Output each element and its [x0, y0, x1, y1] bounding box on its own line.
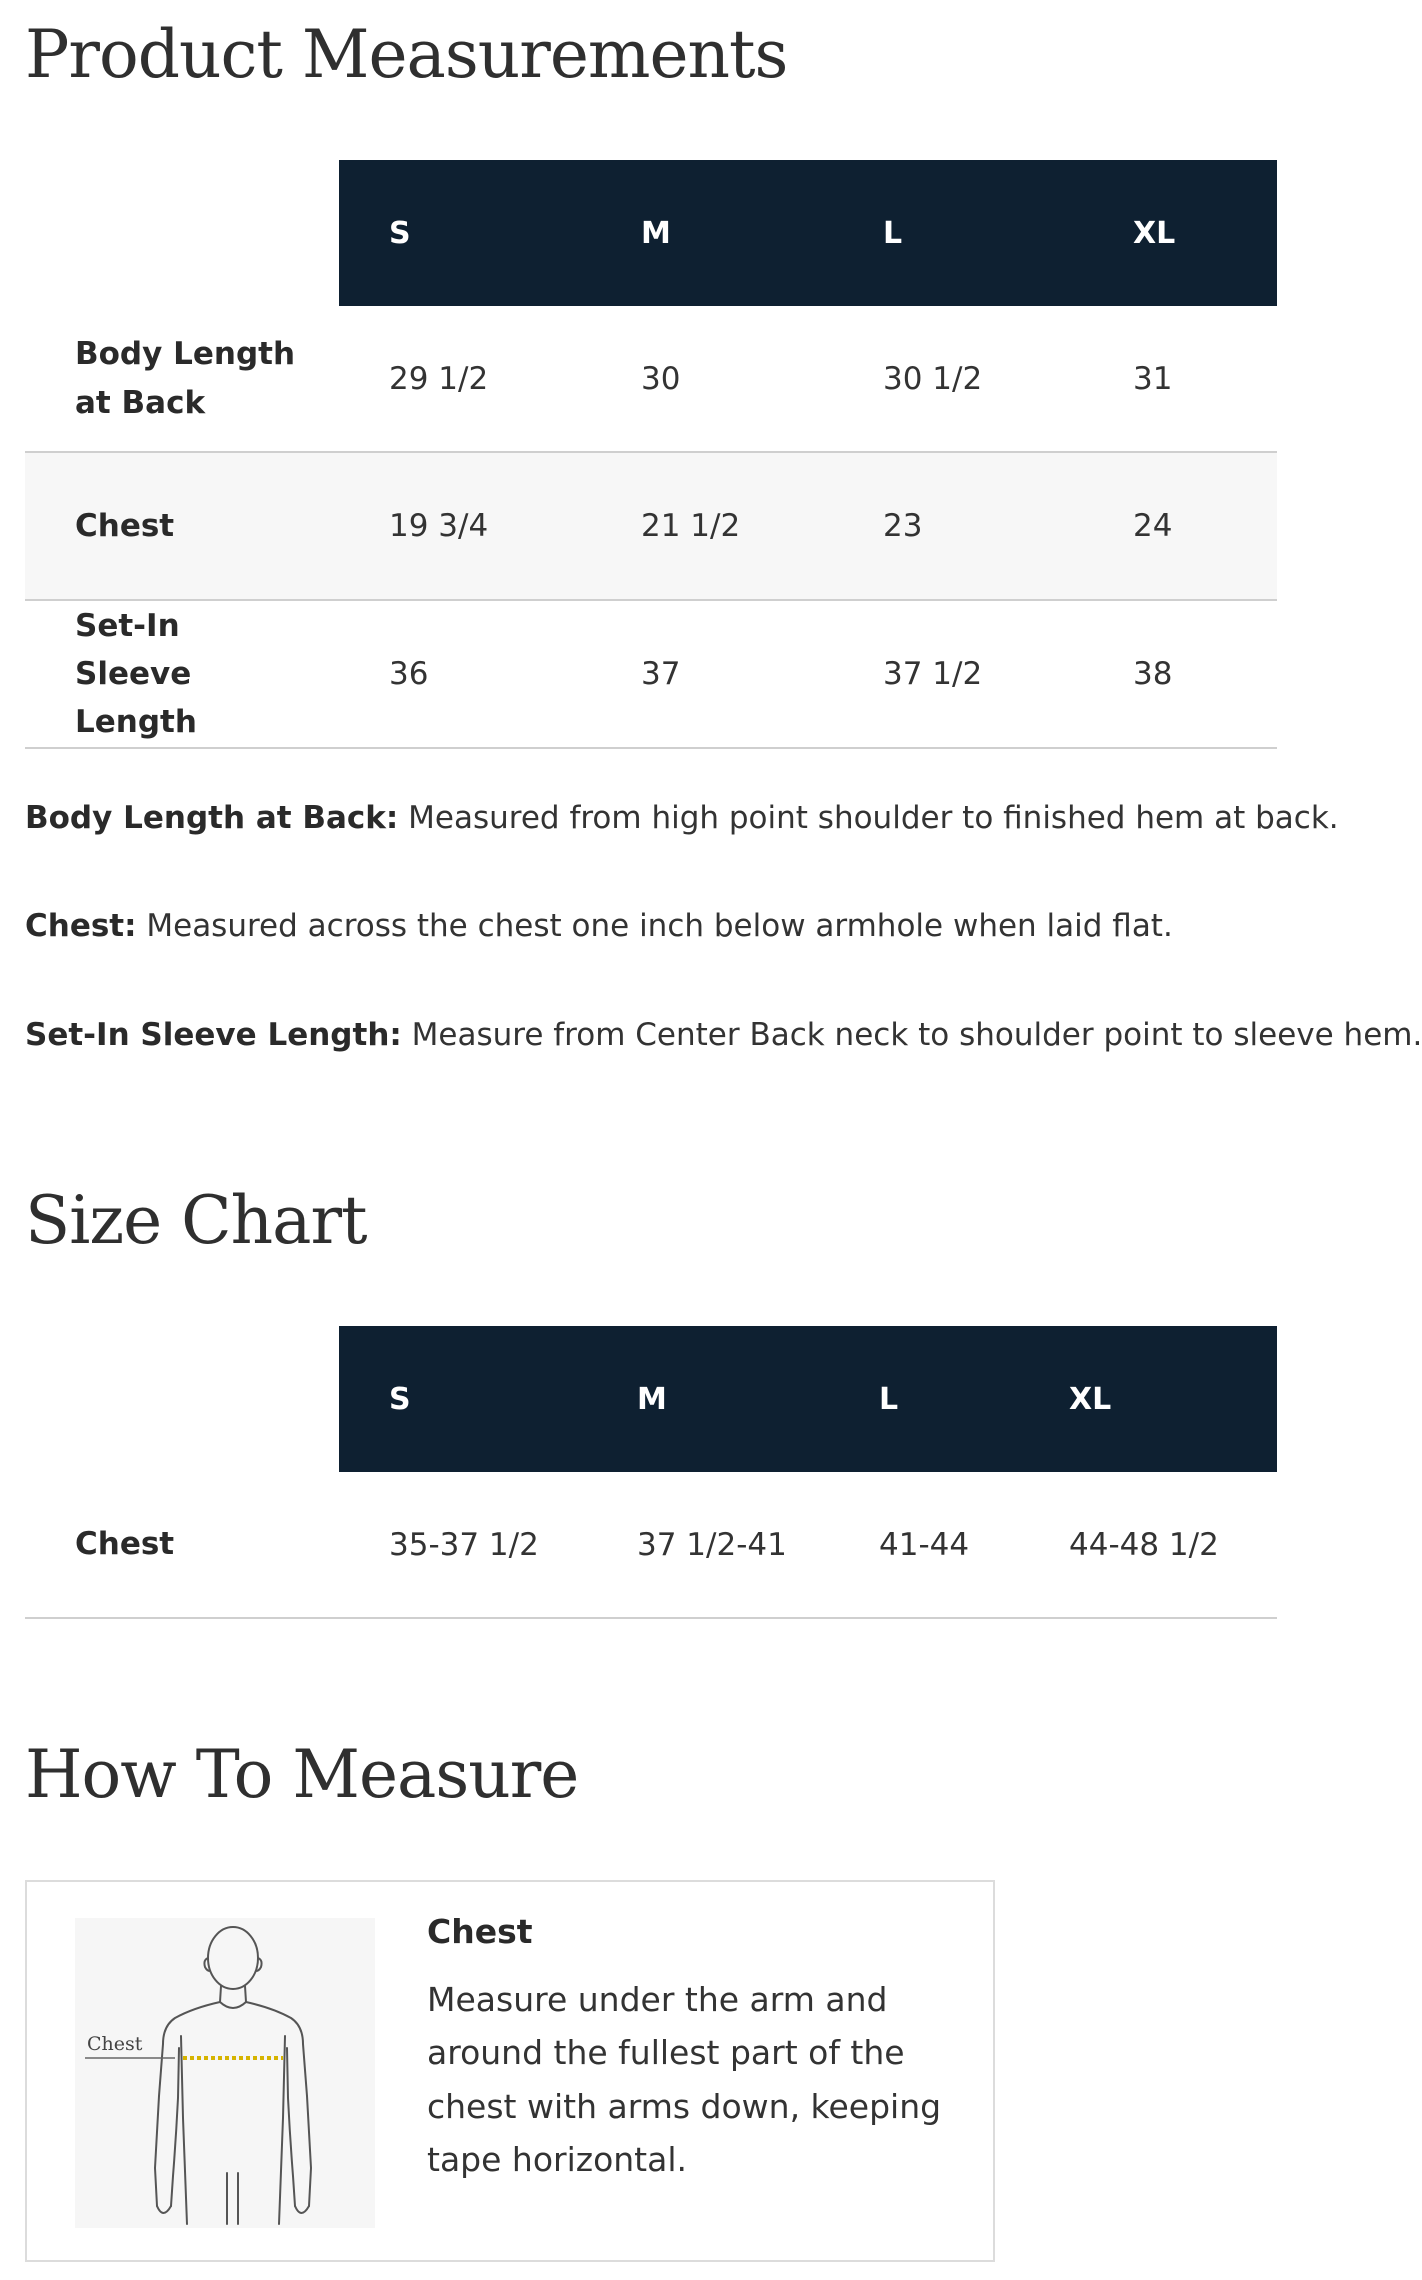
row-label: Set-In Sleeve Length [25, 600, 339, 748]
header-blank-cell [25, 1326, 339, 1472]
table-cell: 36 [339, 600, 591, 748]
body-outline-illustration [75, 1918, 375, 2228]
table-row [25, 452, 1277, 600]
size-column-header: XL [1019, 1326, 1277, 1472]
measure-card-description: Measure under the arm and around the fullest part of the chest with arms down, keeping tape horizontal. [427, 1980, 942, 2180]
row-label: Chest [25, 452, 339, 600]
definition-body-length [25, 800, 1339, 836]
table-cell: 38 [1083, 600, 1277, 748]
table-header-row [25, 160, 1277, 306]
table-row [25, 600, 1277, 748]
table-cell: 37 1/2-41 [587, 1472, 829, 1618]
size-column-header: XL [1083, 160, 1277, 306]
table-row [25, 306, 1277, 452]
definition-text: Measured from high point shoulder to finished hem at back. [398, 800, 1339, 836]
row-label: Body Length at Back [25, 306, 339, 452]
definition-term: Set-In Sleeve Length: [25, 1017, 402, 1053]
definition-text: Measured across the chest one inch below armhole when laid flat. [136, 908, 1173, 944]
definition-chest [25, 908, 1173, 944]
table-cell: 24 [1083, 452, 1277, 600]
row-label: Chest [25, 1472, 339, 1618]
size-chart-table [25, 1326, 1277, 1619]
table-cell: 19 3/4 [339, 452, 591, 600]
figure-label: Chest [87, 2033, 143, 2055]
definition-text: Measure from Center Back neck to shoulder point to sleeve hem. [401, 1017, 1422, 1053]
how-to-measure-title: How To Measure [25, 1736, 579, 1813]
measurement-definitions [25, 800, 1422, 1060]
measure-card-text [427, 1912, 967, 2187]
size-column-header: M [591, 160, 833, 306]
table-row [25, 1472, 1277, 1618]
table-cell: 31 [1083, 306, 1277, 452]
size-column-header: S [339, 1326, 587, 1472]
table-header-row [25, 1326, 1277, 1472]
definition-sleeve-length [25, 1017, 1422, 1053]
table-cell: 37 1/2 [833, 600, 1083, 748]
table-cell: 44-48 1/2 [1019, 1472, 1277, 1618]
table-cell: 41-44 [829, 1472, 1019, 1618]
size-column-header: L [829, 1326, 1019, 1472]
chest-measure-figure-icon [75, 1918, 375, 2228]
size-column-header: S [339, 160, 591, 306]
table-cell: 35-37 1/2 [339, 1472, 587, 1618]
table-cell: 29 1/2 [339, 306, 591, 452]
definition-term: Body Length at Back: [25, 800, 399, 836]
size-column-header: L [833, 160, 1083, 306]
table-cell: 21 1/2 [591, 452, 833, 600]
table-cell: 23 [833, 452, 1083, 600]
definition-term: Chest: [25, 908, 137, 944]
size-column-header: M [587, 1326, 829, 1472]
size-chart-title: Size Chart [25, 1182, 367, 1259]
product-measurements-title: Product Measurements [25, 16, 788, 93]
measure-card-heading: Chest [427, 1912, 533, 1951]
table-cell: 37 [591, 600, 833, 748]
table-cell: 30 1/2 [833, 306, 1083, 452]
header-blank-cell [25, 160, 339, 306]
table-cell: 30 [591, 306, 833, 452]
measure-card [25, 1880, 995, 2262]
product-measurements-table [25, 160, 1277, 749]
